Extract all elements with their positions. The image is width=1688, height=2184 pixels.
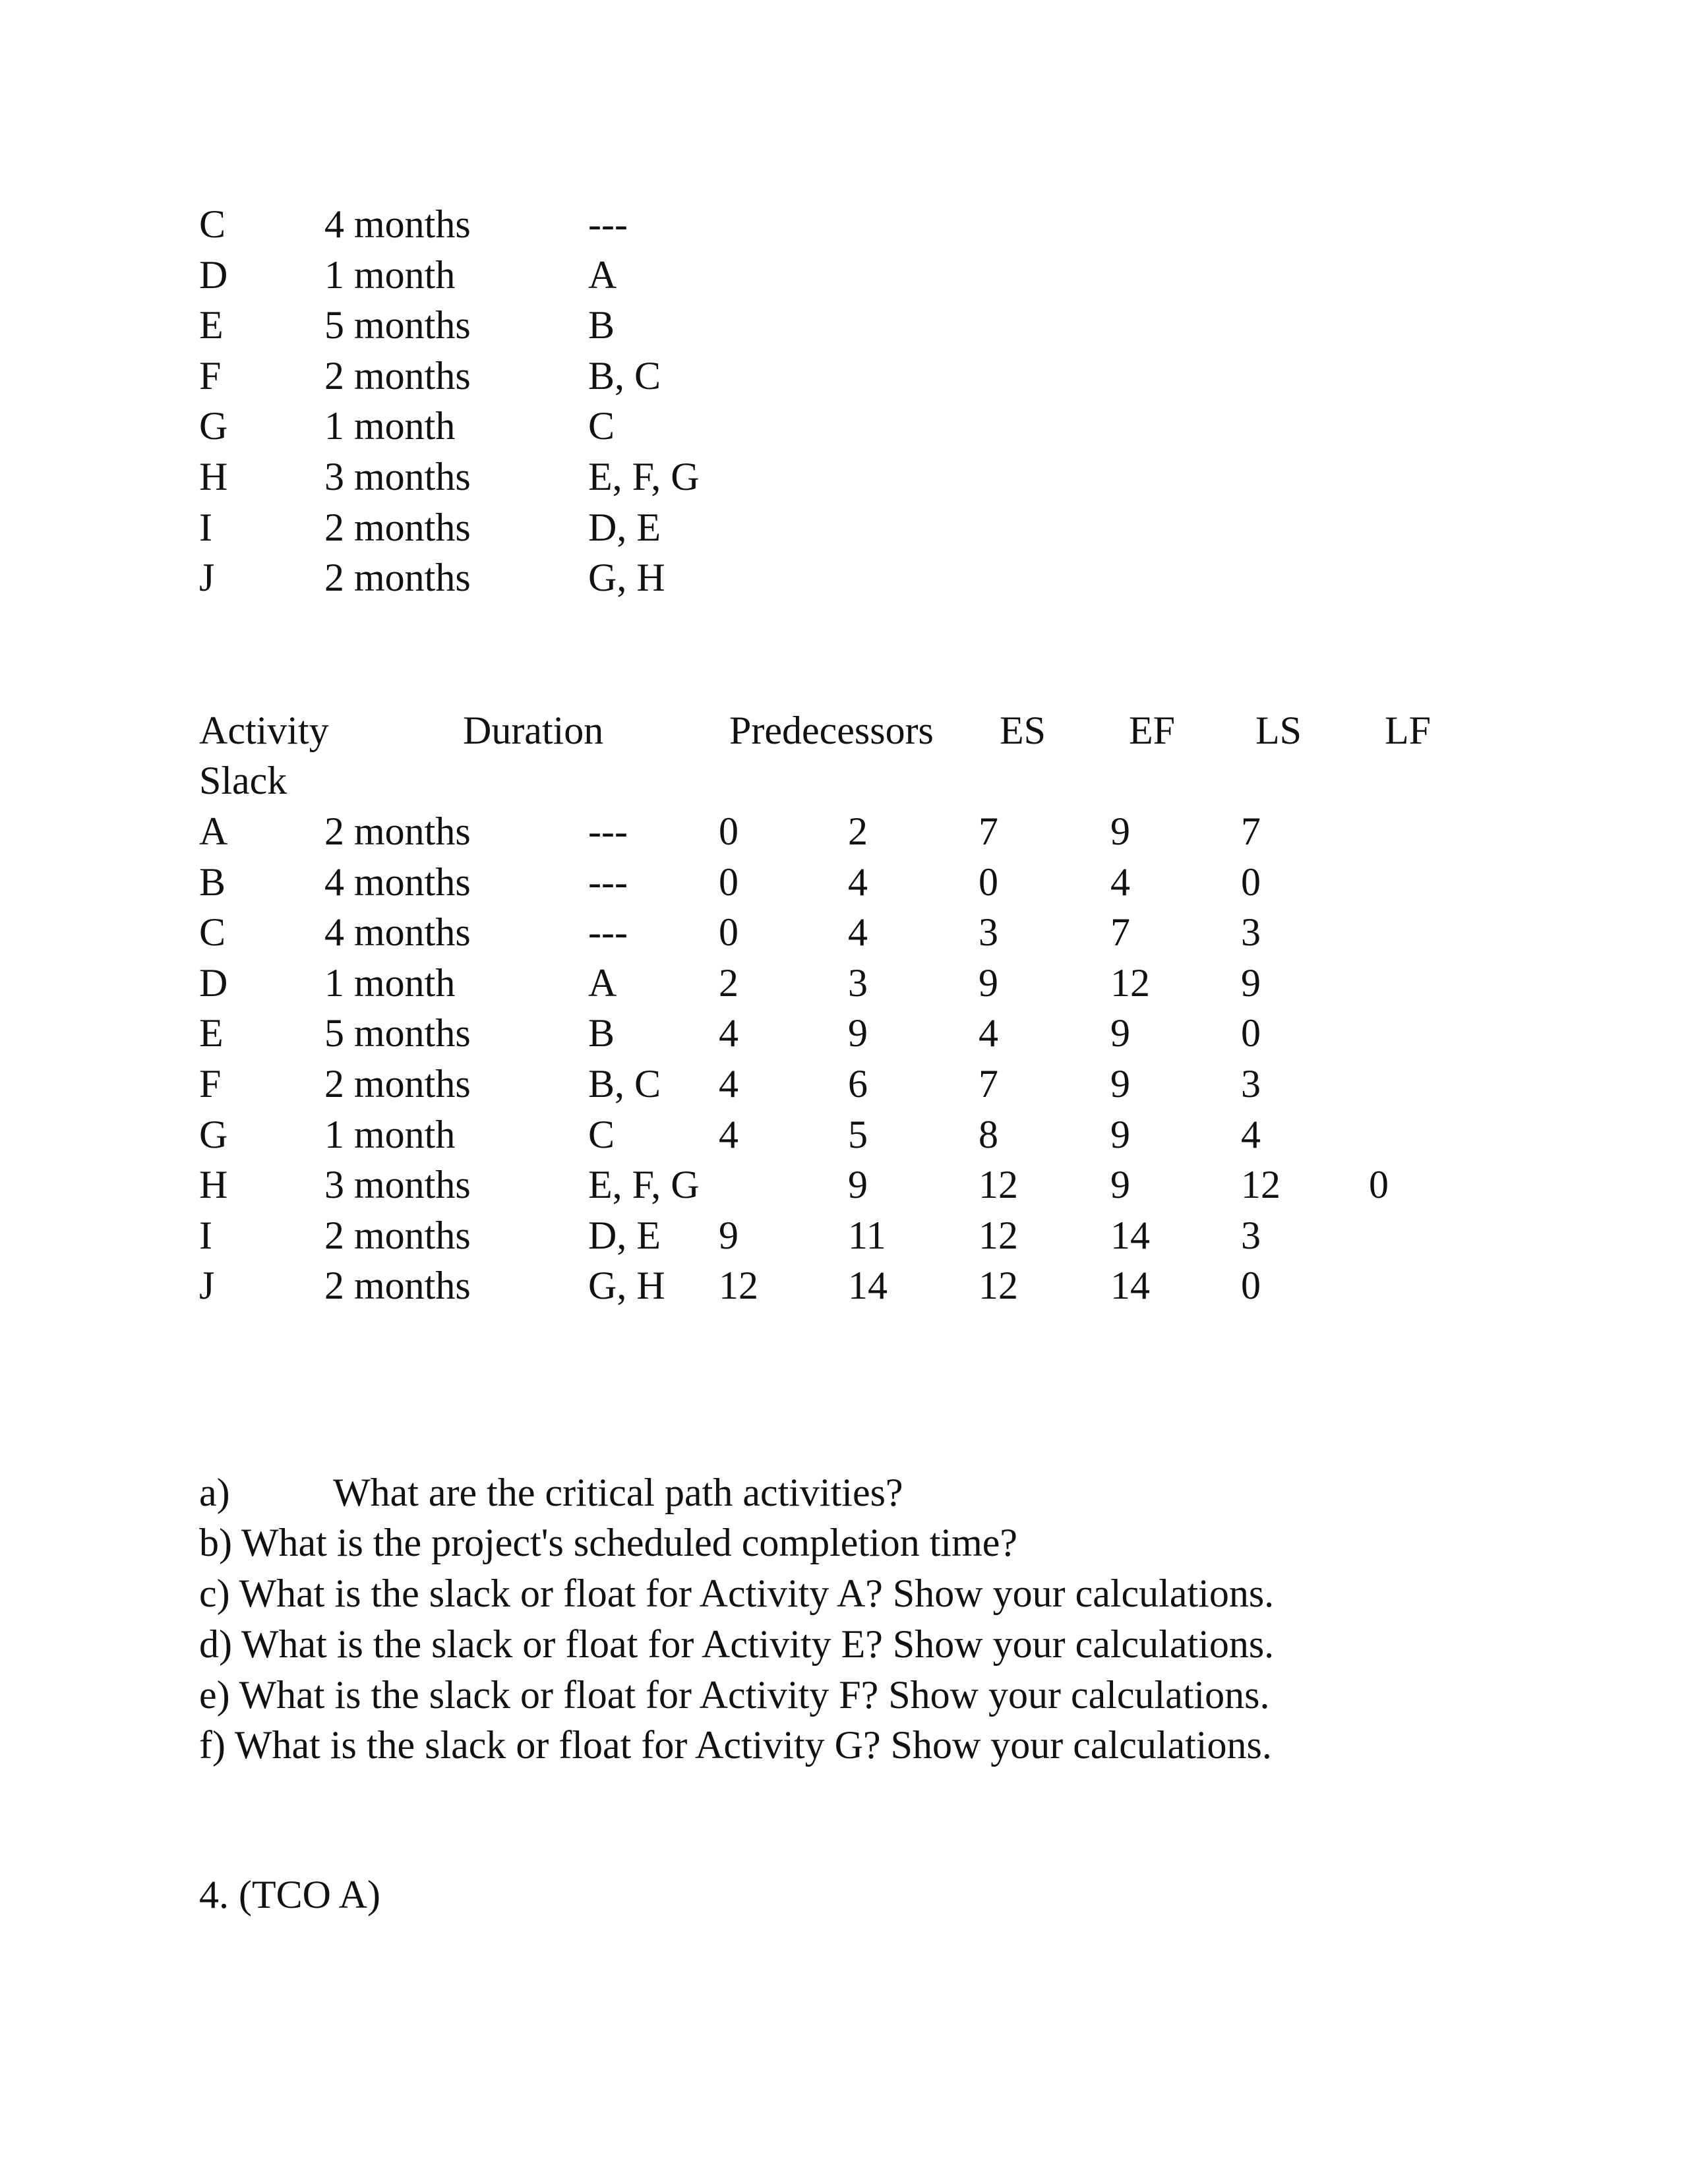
duration-cell: 2 months — [324, 1062, 471, 1106]
value-cell: 4 — [1110, 860, 1130, 904]
value-cell: 4 — [848, 860, 868, 904]
activity-cell: J — [199, 1264, 215, 1307]
predecessors-cell: --- — [588, 860, 628, 904]
activity-cell: F — [199, 1062, 222, 1106]
value-cell: 4 — [979, 1011, 998, 1055]
question-a-label: a) — [199, 1471, 230, 1514]
value-cell: 9 — [1241, 961, 1261, 1005]
value-cell: 7 — [979, 810, 998, 853]
value-cell: 0 — [1241, 860, 1261, 904]
value-cell: 9 — [1110, 1011, 1130, 1055]
value-cell: 0 — [719, 810, 738, 853]
activity-cell: D — [199, 961, 228, 1005]
header-lf: LF — [1385, 709, 1432, 752]
value-cell: 11 — [848, 1214, 886, 1257]
value-cell: 0 — [1241, 1264, 1261, 1307]
value-cell: 4 — [719, 1011, 738, 1055]
value-cell: 3 — [848, 961, 868, 1005]
duration-cell: 4 months — [324, 860, 471, 904]
predecessors-cell: --- — [588, 810, 628, 853]
activity-cell: I — [199, 506, 212, 549]
value-cell: 12 — [979, 1264, 1018, 1307]
duration-cell: 2 months — [324, 354, 471, 398]
activity-cell: I — [199, 1214, 212, 1257]
value-cell: 4 — [848, 910, 868, 954]
duration-cell: 2 months — [324, 1264, 471, 1307]
predecessors-cell: G, H — [588, 556, 665, 599]
duration-cell: 4 months — [324, 910, 471, 954]
activity-cell: E — [199, 1011, 224, 1055]
duration-cell: 2 months — [324, 506, 471, 549]
question-f: f) What is the slack or float for Activity G? Show your calculations. — [199, 1723, 1272, 1767]
predecessors-cell: --- — [588, 202, 628, 246]
header-activity: Activity — [199, 709, 329, 752]
predecessors-cell: C — [588, 404, 615, 448]
value-cell: 12 — [1110, 961, 1150, 1005]
value-cell: 4 — [719, 1113, 738, 1156]
value-cell: 7 — [1110, 910, 1130, 954]
activity-cell: H — [199, 455, 228, 498]
value-cell: 6 — [848, 1062, 868, 1106]
activity-cell: G — [199, 1113, 228, 1156]
value-cell: 0 — [1369, 1163, 1389, 1206]
value-cell: 14 — [1110, 1264, 1150, 1307]
predecessors-cell: D, E — [588, 506, 661, 549]
predecessors-cell: C — [588, 1113, 615, 1156]
question-b: b) What is the project's scheduled completion time? — [199, 1521, 1018, 1564]
duration-cell: 5 months — [324, 303, 471, 347]
duration-cell: 3 months — [324, 455, 471, 498]
activity-cell: C — [199, 910, 226, 954]
duration-cell: 1 month — [324, 253, 456, 297]
predecessors-cell: --- — [588, 910, 628, 954]
activity-cell: G — [199, 404, 228, 448]
value-cell: 12 — [979, 1214, 1018, 1257]
value-cell: 14 — [848, 1264, 888, 1307]
value-cell: 4 — [1241, 1113, 1261, 1156]
header-ef: EF — [1129, 709, 1176, 752]
activity-cell: J — [199, 556, 215, 599]
value-cell: 7 — [979, 1062, 998, 1106]
value-cell: 9 — [848, 1163, 868, 1206]
question-c: c) What is the slack or float for Activity A? Show your calculations. — [199, 1572, 1275, 1615]
duration-cell: 1 month — [324, 1113, 456, 1156]
duration-cell: 3 months — [324, 1163, 471, 1206]
activity-cell: A — [199, 810, 228, 853]
value-cell: 14 — [1110, 1214, 1150, 1257]
predecessors-cell: D, E — [588, 1214, 661, 1257]
value-cell: 0 — [719, 910, 738, 954]
header-predecessors: Predecessors — [729, 709, 934, 752]
activity-cell: B — [199, 860, 226, 904]
question-d: d) What is the slack or float for Activity E? Show your calculations. — [199, 1622, 1275, 1666]
header-ls: LS — [1255, 709, 1302, 752]
section-heading: 4. (TCO A) — [199, 1873, 380, 1916]
value-cell: 9 — [1110, 1062, 1130, 1106]
duration-cell: 2 months — [324, 1214, 471, 1257]
value-cell: 9 — [1110, 810, 1130, 853]
header-slack: Slack — [199, 759, 287, 802]
value-cell: 3 — [1241, 1062, 1261, 1106]
value-cell: 0 — [719, 860, 738, 904]
predecessors-cell: E, F, G — [588, 455, 700, 498]
activity-cell: E — [199, 303, 224, 347]
header-duration: Duration — [463, 709, 604, 752]
predecessors-cell: B — [588, 303, 615, 347]
value-cell: 12 — [1241, 1163, 1281, 1206]
duration-cell: 1 month — [324, 961, 456, 1005]
value-cell: 2 — [848, 810, 868, 853]
question-a-text: What are the critical path activities? — [333, 1471, 903, 1514]
activity-cell: D — [199, 253, 228, 297]
value-cell: 8 — [979, 1113, 998, 1156]
value-cell: 12 — [719, 1264, 758, 1307]
value-cell: 2 — [719, 961, 738, 1005]
value-cell: 9 — [719, 1214, 738, 1257]
value-cell: 5 — [848, 1113, 868, 1156]
value-cell: 0 — [979, 860, 998, 904]
value-cell: 3 — [1241, 910, 1261, 954]
activity-cell: H — [199, 1163, 228, 1206]
duration-cell: 5 months — [324, 1011, 471, 1055]
value-cell: 3 — [1241, 1214, 1261, 1257]
predecessors-cell: B — [588, 1011, 615, 1055]
duration-cell: 2 months — [324, 810, 471, 853]
predecessors-cell: B, C — [588, 1062, 661, 1106]
duration-cell: 1 month — [324, 404, 456, 448]
value-cell: 9 — [848, 1011, 868, 1055]
activity-cell: F — [199, 354, 222, 398]
question-e: e) What is the slack or float for Activity F? Show your calculations. — [199, 1673, 1270, 1717]
predecessors-cell: A — [588, 961, 617, 1005]
value-cell: 3 — [979, 910, 998, 954]
value-cell: 4 — [719, 1062, 738, 1106]
predecessors-cell: G, H — [588, 1264, 665, 1307]
predecessors-cell: B, C — [588, 354, 661, 398]
duration-cell: 4 months — [324, 202, 471, 246]
value-cell: 9 — [1110, 1113, 1130, 1156]
activity-cell: C — [199, 202, 226, 246]
predecessors-cell: E, F, G — [588, 1163, 700, 1206]
value-cell: 0 — [1241, 1011, 1261, 1055]
value-cell: 9 — [1110, 1163, 1130, 1206]
predecessors-cell: A — [588, 253, 617, 297]
value-cell: 9 — [979, 961, 998, 1005]
value-cell: 12 — [979, 1163, 1018, 1206]
value-cell: 7 — [1241, 810, 1261, 853]
header-es: ES — [1000, 709, 1046, 752]
duration-cell: 2 months — [324, 556, 471, 599]
